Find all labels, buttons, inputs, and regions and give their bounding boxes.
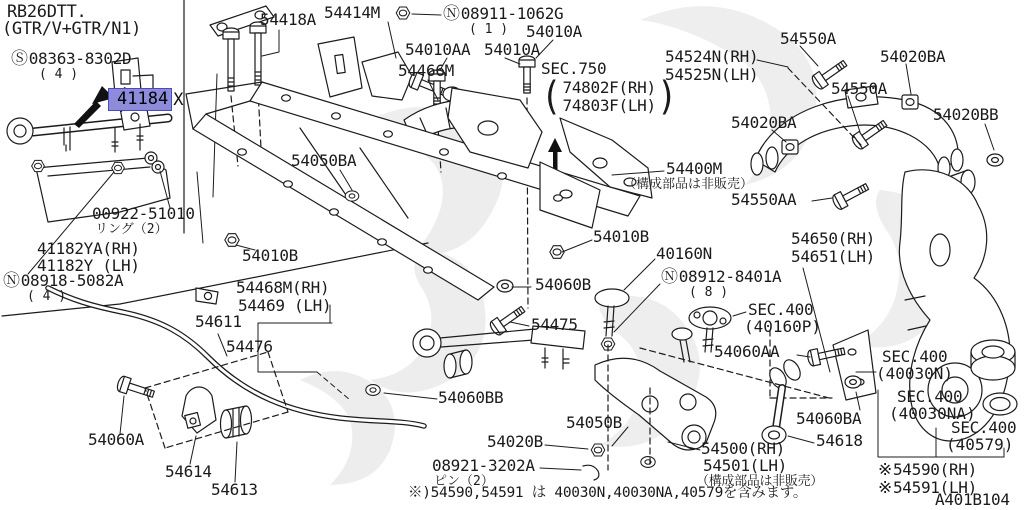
- part-label-54525N: 54525N(LH): [665, 65, 759, 84]
- quantity: ( 1 ): [469, 22, 509, 38]
- part-label-54550A-2: 54550A: [831, 79, 887, 98]
- not-sold-note: （構成部品は非販売）: [623, 176, 754, 192]
- part-label-41182YA: 41182YA(RH): [37, 239, 140, 258]
- part-label-54475: 54475: [531, 315, 578, 334]
- part-label-74802F: 74802F(RH): [562, 78, 656, 98]
- circled-n-icon: Ⓝ: [3, 271, 20, 291]
- part-label-54050BA: 54050BA: [291, 151, 357, 170]
- part-label-54591: ※54591(LH): [878, 478, 977, 498]
- part-label-54550AA: 54550AA: [731, 190, 797, 209]
- part-number-selection[interactable]: 41184: [108, 88, 172, 111]
- part-label-54020BB: 54020BB: [933, 105, 999, 124]
- engine-code-label: RB26DTT.: [7, 2, 87, 22]
- part-label-54501: 54501(LH): [703, 456, 787, 475]
- part-label-54060A: 54060A: [88, 430, 144, 449]
- part-label-54613: 54613: [211, 480, 258, 499]
- part-label-54524N: 54524N(RH): [665, 47, 759, 66]
- section-label-sec400-40030N: SEC.400 (40030N): [876, 347, 954, 383]
- part-label-54050B: 54050B: [566, 413, 622, 432]
- circled-s-icon: Ⓢ: [11, 49, 28, 69]
- part-suffix: X: [173, 89, 184, 110]
- part-label-08918-5082A: Ⓝ08918-5082A ( 4 ): [3, 271, 124, 305]
- part-label-74803F: 74803F(LH): [562, 96, 656, 115]
- part-label-54466M: 54466M: [398, 61, 454, 80]
- part-label-54010B-right: 54010B: [593, 227, 649, 246]
- quantity: ( 8 ): [689, 285, 729, 301]
- paren-close: ): [656, 74, 678, 120]
- part-label-40160N: 40160N: [656, 244, 712, 263]
- section-label-sec400-40030NA: SEC.400 (40030NA): [889, 387, 976, 423]
- part-label-54418A: 54418A: [260, 10, 316, 29]
- part-label-54500: 54500(RH): [701, 439, 785, 458]
- part-label-54590: ※54590(RH): [878, 460, 977, 480]
- circled-n-icon: Ⓝ: [443, 4, 460, 24]
- drawing-code: A401B104: [935, 490, 1010, 509]
- part-label-54476: 54476: [226, 337, 273, 356]
- part-label-54020B: 54020B: [487, 432, 543, 451]
- reference-mark-icon: ※: [878, 478, 892, 498]
- sec750-parts-group: [540, 74, 678, 120]
- part-label-54611: 54611: [195, 312, 242, 331]
- highlighted-part-number[interactable]: [108, 88, 183, 111]
- part-label-54651: 54651(LH): [791, 247, 875, 266]
- footnote: ※)54590,54591 は 40030N,40030NA,40579を含みます。: [408, 485, 808, 501]
- part-label-54468M: 54468M(RH): [236, 278, 330, 297]
- ring-qty: リング（2）: [95, 221, 168, 237]
- part-label-54060BA: 54060BA: [796, 409, 862, 428]
- part-label-08363-8302D: Ⓢ08363-8302D ( 4 ): [11, 49, 132, 83]
- part-label-54550A-1: 54550A: [780, 29, 836, 48]
- reference-mark-icon: ※: [878, 460, 892, 480]
- section-label-sec400-40579: SEC.400 (40579): [946, 418, 1017, 454]
- part-label-54010AA: 54010AA: [405, 40, 471, 59]
- not-sold-note: （構成部品は非販売）: [696, 474, 824, 489]
- quantity: ( 4 ): [27, 289, 67, 305]
- part-label-54010A-1: 54010A: [526, 22, 582, 41]
- part-label-54614: 54614: [165, 462, 212, 481]
- part-label-08921-3202A: 08921-3202A ピン（2）: [432, 456, 535, 489]
- part-label-08912-8401A: Ⓝ08912-8401A ( 8 ): [661, 267, 782, 301]
- part-label-54010A-2: 54010A: [484, 40, 540, 59]
- part-label-08911-1062G: Ⓝ08911-1062G ( 1 ): [443, 4, 564, 38]
- part-label-54010B-left: 54010B: [242, 246, 298, 265]
- part-label-41182Y: 41182Y (LH): [37, 256, 140, 275]
- quantity: ( 4 ): [39, 67, 79, 83]
- part-label-00922-51010: 00922-51010 リング（2）: [92, 204, 195, 237]
- part-label-54618: 54618: [816, 431, 863, 450]
- section-label-sec400-40160P: SEC.400 (40160P): [744, 300, 822, 336]
- section-label-sec750: SEC.750: [541, 59, 607, 78]
- part-label-54650: 54650(RH): [791, 229, 875, 248]
- pin-qty: ピン（2）: [434, 473, 494, 489]
- grade-label: (GTR/V+GTR/N1): [2, 19, 142, 39]
- part-label-54469: 54469 (LH): [238, 296, 332, 315]
- part-label-54060BB: 54060BB: [438, 388, 504, 407]
- part-label-54060AA: 54060AA: [714, 342, 780, 361]
- part-label-54414M: 54414M: [324, 3, 380, 22]
- part-label-54020BA-2: 54020BA: [731, 113, 797, 132]
- part-label-54400M: 54400M （構成部品は非販売）: [623, 159, 754, 192]
- part-label-54020BA-1: 54020BA: [880, 47, 946, 66]
- paren-open: (: [541, 74, 562, 120]
- circled-n-icon: Ⓝ: [661, 267, 678, 287]
- part-label-54060B: 54060B: [535, 275, 591, 294]
